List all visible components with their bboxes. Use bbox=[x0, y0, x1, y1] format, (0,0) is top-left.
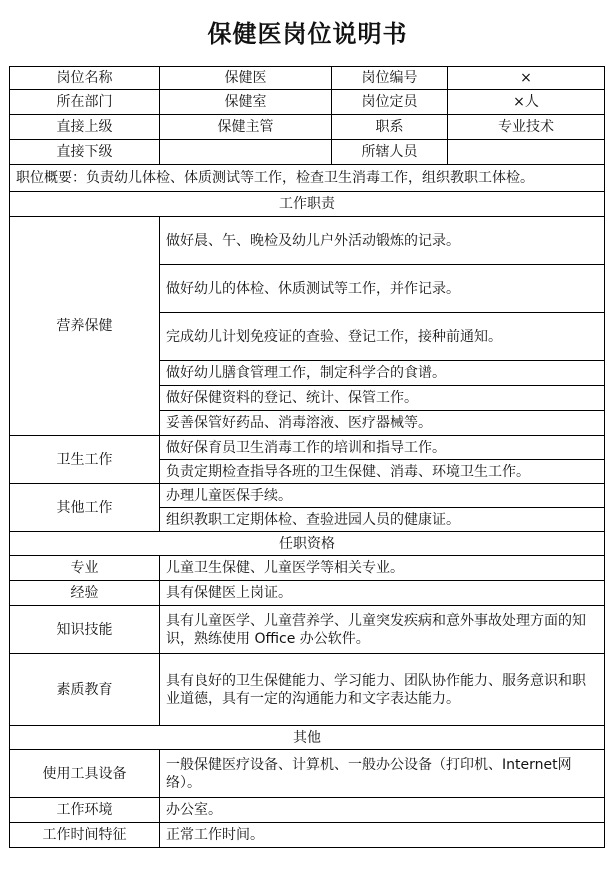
duty-group-label: 营养保健 bbox=[10, 217, 160, 436]
info-row bbox=[10, 90, 605, 115]
value-job-family: 专业技术 bbox=[448, 115, 605, 140]
value-position-name: 保健医 bbox=[160, 67, 332, 90]
label-department: 所在部门 bbox=[10, 90, 160, 115]
duty-row bbox=[10, 484, 605, 508]
label-position-name: 岗位名称 bbox=[10, 67, 160, 90]
section-heading-row bbox=[10, 532, 605, 556]
document-title: 保健医岗位说明书 bbox=[207, 20, 408, 48]
duty-item: 做好保健资料的登记、统计、保管工作。 bbox=[160, 386, 605, 411]
info-row bbox=[10, 115, 605, 140]
duty-item: 做好晨、午、晚检及幼儿户外活动锻炼的记录。 bbox=[160, 217, 605, 265]
other-row bbox=[10, 798, 605, 823]
section-duties-heading: 工作职责 bbox=[10, 192, 605, 217]
duty-item: 妥善保管好药品、消毒溶液、医疗器械等。 bbox=[160, 411, 605, 436]
label-job-family: 职系 bbox=[332, 115, 448, 140]
qualification-value: 具有良好的卫生保健能力、学习能力、团队协作能力、服务意识和职业道德，具有一定的沟通能力和文字表达能力。 bbox=[160, 654, 605, 726]
label-position-number: 岗位编号 bbox=[332, 67, 448, 90]
qualification-row bbox=[10, 654, 605, 726]
value-position-number: × bbox=[448, 67, 605, 90]
job-description-table bbox=[9, 66, 605, 848]
section-other-heading: 其他 bbox=[10, 726, 605, 750]
section-heading-row bbox=[10, 726, 605, 750]
other-row bbox=[10, 750, 605, 798]
qualification-row bbox=[10, 606, 605, 654]
label-supervisor: 直接上级 bbox=[10, 115, 160, 140]
duty-item: 完成幼儿计划免疫证的查验、登记工作，接种前通知。 bbox=[160, 313, 605, 361]
summary-row bbox=[10, 165, 605, 192]
qualification-value: 具有保健医上岗证。 bbox=[160, 581, 605, 606]
duty-group-label: 卫生工作 bbox=[10, 436, 160, 484]
duty-row bbox=[10, 217, 605, 265]
other-row bbox=[10, 823, 605, 848]
duty-item: 做好保育员卫生消毒工作的培训和指导工作。 bbox=[160, 436, 605, 460]
qualification-label: 专业 bbox=[10, 556, 160, 581]
qualification-label: 知识技能 bbox=[10, 606, 160, 654]
other-value: 办公室。 bbox=[160, 798, 605, 823]
info-row bbox=[10, 140, 605, 165]
position-summary: 职位概要：负责幼儿体检、体质测试等工作，检查卫生消毒工作，组织教职工体检。 bbox=[10, 165, 605, 192]
label-headcount: 岗位定员 bbox=[332, 90, 448, 115]
qualification-label: 素质教育 bbox=[10, 654, 160, 726]
label-staff: 所辖人员 bbox=[332, 140, 448, 165]
qualification-row bbox=[10, 556, 605, 581]
value-headcount: ×人 bbox=[448, 90, 605, 115]
info-row bbox=[10, 67, 605, 90]
qualification-label: 经验 bbox=[10, 581, 160, 606]
other-value: 正常工作时间。 bbox=[160, 823, 605, 848]
value-staff bbox=[448, 140, 605, 165]
duty-item: 组织教职工定期体检、查验进园人员的健康证。 bbox=[160, 508, 605, 532]
qualification-value: 儿童卫生保健、儿童医学等相关专业。 bbox=[160, 556, 605, 581]
qualification-row bbox=[10, 581, 605, 606]
other-label: 使用工具设备 bbox=[10, 750, 160, 798]
value-department: 保健室 bbox=[160, 90, 332, 115]
duty-row bbox=[10, 436, 605, 460]
other-value: 一般保健医疗设备、计算机、一般办公设备（打印机、Internet网络）。 bbox=[160, 750, 605, 798]
duty-item: 做好幼儿膳食管理工作，制定科学合的食谱。 bbox=[160, 361, 605, 386]
duty-item: 做好幼儿的体检、休质测试等工作，并作记录。 bbox=[160, 265, 605, 313]
label-subordinate: 直接下级 bbox=[10, 140, 160, 165]
value-supervisor: 保健主管 bbox=[160, 115, 332, 140]
section-qualifications-heading: 任职资格 bbox=[10, 532, 605, 556]
qualification-value: 具有儿童医学、儿童营养学、儿童突发疾病和意外事故处理方面的知识，熟练使用 Office 办公软件。 bbox=[160, 606, 605, 654]
duty-group-label: 其他工作 bbox=[10, 484, 160, 532]
duty-item: 办理儿童医保手续。 bbox=[160, 484, 605, 508]
value-subordinate bbox=[160, 140, 332, 165]
duty-item: 负责定期检查指导各班的卫生保健、消毒、环境卫生工作。 bbox=[160, 460, 605, 484]
other-label: 工作时间特征 bbox=[10, 823, 160, 848]
section-heading-row bbox=[10, 192, 605, 217]
other-label: 工作环境 bbox=[10, 798, 160, 823]
